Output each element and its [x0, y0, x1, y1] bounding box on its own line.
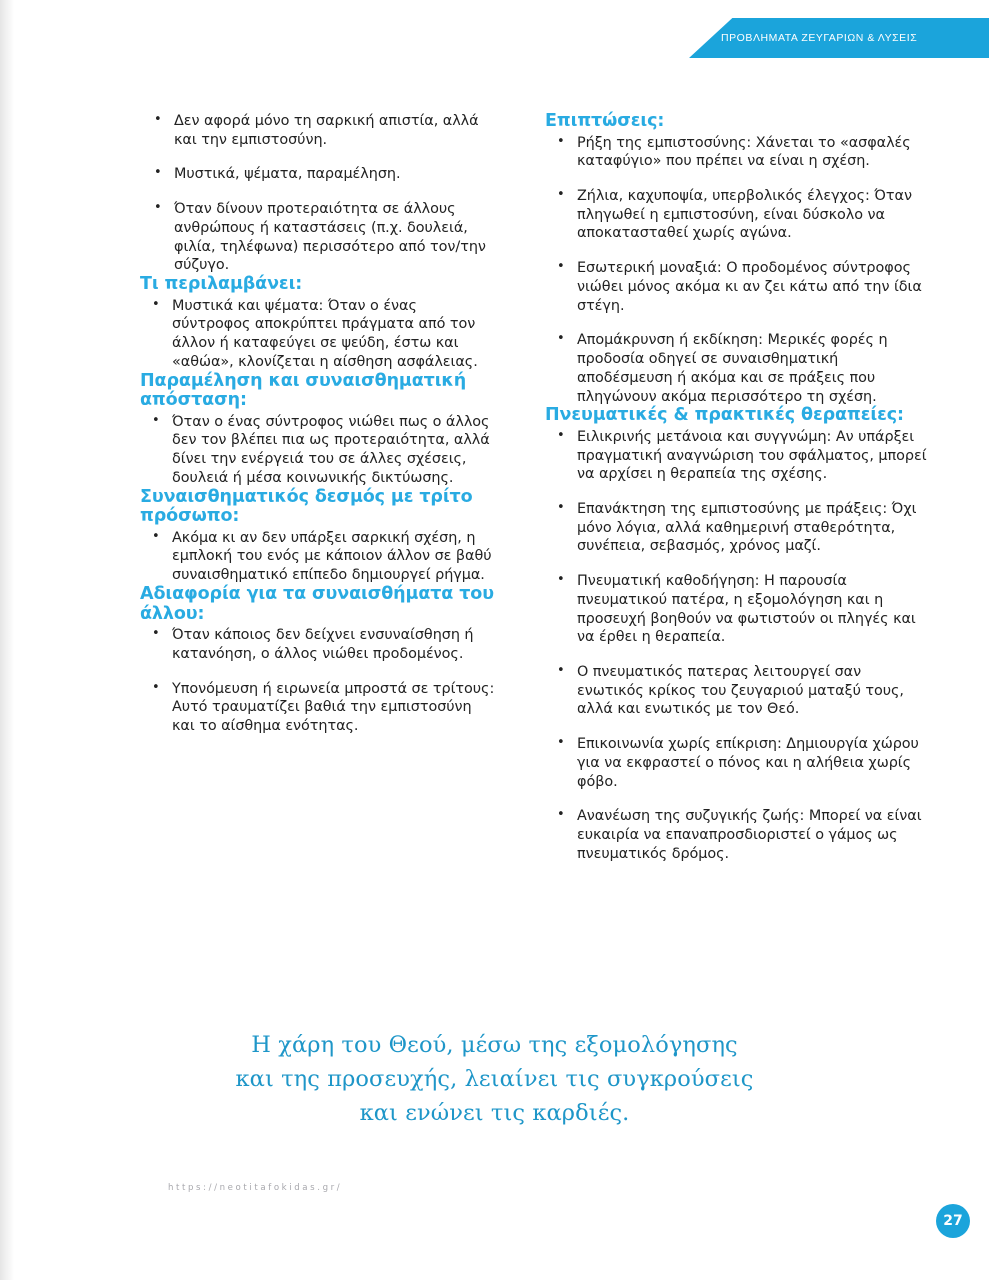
section-bullet-list-synaisthimatikos-desmos [140, 529, 495, 585]
lead-bullet-list [140, 112, 495, 275]
section-heading-adiaforia: Αδιαφορία για τα συναισθήματα του άλλου: [140, 583, 494, 624]
list-item: • Επικοινωνία χωρίς επίκριση: Δημιουργία χώρου για να εκφραστεί ο πόνος και η αλήθεια χωρίς φόβο. [545, 735, 930, 791]
content-columns [140, 112, 930, 863]
list-item: • Ρήξη της εμπιστοσύνης: Χάνεται το «ασφαλές καταφύγιο» που πρέπει να είναι η σχέση. [545, 134, 930, 171]
section-bullet-list-paramelisi [140, 413, 495, 488]
section-bullet-list-adiaforia [140, 626, 495, 736]
list-item: • Μυστικά και ψέματα: Όταν ο ένας σύντροφος αποκρύπτει πράγματα από τον άλλον ή καταφεύγει σε ψεύδη, έστω και «αθώα», κλονίζεται η αίσθηση ασφάλειας. [140, 297, 495, 372]
pull-quote-line-1: Η χάρη του Θεού, μέσω της εξομολόγησης [251, 1032, 738, 1058]
list-item: • Επανάκτηση της εμπιστοσύνης με πράξεις: Όχι μόνο λόγια, αλλά καθημερινή σταθερότητα, συνέπεια, σεβασμός, χρόνος μαζί. [545, 500, 930, 556]
list-item: • Όταν δίνουν προτεραιότητα σε άλλους ανθρώπους ή καταστάσεις (π.χ. δουλειά, φιλία, τηλέφωνα) περισσότερο από τον/την σύζυγο. [140, 200, 495, 275]
list-item: • Όταν κάποιος δεν δείχνει ενσυναίσθηση ή κατανόηση, ο άλλος νιώθει προδομένος. [140, 626, 495, 663]
list-item: • Ακόμα κι αν δεν υπάρξει σαρκική σχέση, η εμπλοκή του ενός με κάποιον άλλον σε βαθύ συναισθηματικό επίπεδο δημιουργεί ρήγμα. [140, 529, 495, 585]
section-bullet-list-ti-perilamvanei [140, 297, 495, 372]
list-item: • Δεν αφορά μόνο τη σαρκική απιστία, αλλά και την εμπιστοσύνη. [140, 112, 495, 149]
header-banner [679, 18, 989, 58]
list-item: • Ανανέωση της συζυγικής ζωής: Μπορεί να είναι ευκαιρία να επαναπροσδιοριστεί ο γάμος ως πνευματικός δρόμος. [545, 807, 930, 863]
section-bullet-list-pnevmatikes-praktikes [545, 428, 930, 864]
section-heading-pnevmatikes-praktikes: Πνευματικές & πρακτικές θεραπείες: [545, 405, 904, 426]
list-item: • Πνευματική καθοδήγηση: Η παρουσία πνευματικού πατέρα, η εξομολόγηση και η προσευχή βοηθούν να φωτιστούν οι πληγές και να έρθει η θεραπεία. [545, 572, 930, 647]
pull-quote [0, 1028, 989, 1131]
list-item: • Μυστικά, ψέματα, παραμέληση. [140, 165, 495, 184]
section-heading-synaisthimatikos-desmos: Συναισθηματικός δεσμός με τρίτο πρόσωπο: [140, 486, 473, 527]
list-item: • Υπονόμευση ή ειρωνεία μπροστά σε τρίτους: Αυτό τραυματίζει βαθιά την εμπιστοσύνη και το αίσθημα ενότητας. [140, 680, 495, 736]
list-item: • Εσωτερική μοναξιά: Ο προδομένος σύντροφος νιώθει μόνος ακόμα κι αν ζει κάτω από την ίδια στέγη. [545, 259, 930, 315]
section-heading-epiptoseis: Επιπτώσεις: [545, 111, 665, 131]
right-column [545, 112, 930, 863]
footer-url[interactable]: https://neotitafokidas.gr/ [168, 1183, 343, 1193]
list-item: • Όταν ο ένας σύντροφος νιώθει πως ο άλλος δεν τον βλέπει πια ως προτεραιότητα, αλλά δίνει την ενέργειά του σε άλλες σχέσεις, δουλειά ή μέσα κοινωνικής δικτύωσης. [140, 413, 495, 488]
list-item: • Ο πνευματικός πατερας λειτουργεί σαν ενωτικός κρίκος του ζευγαριού ματαξύ τους, αλλά και ενωτικός με τον Θεό. [545, 663, 930, 719]
pull-quote-line-3: και ενώνει τις καρδιές. [359, 1100, 630, 1127]
list-item: • Ειλικρινής μετάνοια και συγγνώμη: Αν υπάρξει πραγματική αναγνώριση του σφάλματος, μπορεί να αρχίσει η θεραπεία της σχέσης. [545, 428, 930, 484]
left-column [140, 112, 495, 736]
list-item: • Απομάκρυνση ή εκδίκηση: Μερικές φορές η προδοσία οδηγεί σε συναισθηματική αποδέσμευση ή ακόμα και σε πράξεις που πληγώνουν ακόμα περισσότερο τη σχέση. [545, 331, 930, 406]
list-item: • Ζήλια, καχυποψία, υπερβολικός έλεγχος: Όταν πληγωθεί η εμπιστοσύνη, είναι δύσκολο να αποκατασταθεί χωρίς αγώνα. [545, 187, 930, 243]
section-heading-ti-perilamvanei: Τι περιλαμβάνει: [140, 274, 303, 295]
pull-quote-line-2: και της προσευχής, λειαίνει τις συγκρούσεις [235, 1066, 754, 1093]
section-heading-paramelisi: Παραμέληση και συναισθηματική απόσταση: [140, 370, 467, 411]
section-bullet-list-epiptoseis [545, 134, 930, 407]
page-number-badge: 27 [936, 1204, 970, 1238]
header-banner-label: ΠΡΟΒΛΗΜΑΤΑ ΖΕΥΓΑΡΙΩΝ & ΛΥΣΕΙΣ [721, 32, 918, 44]
